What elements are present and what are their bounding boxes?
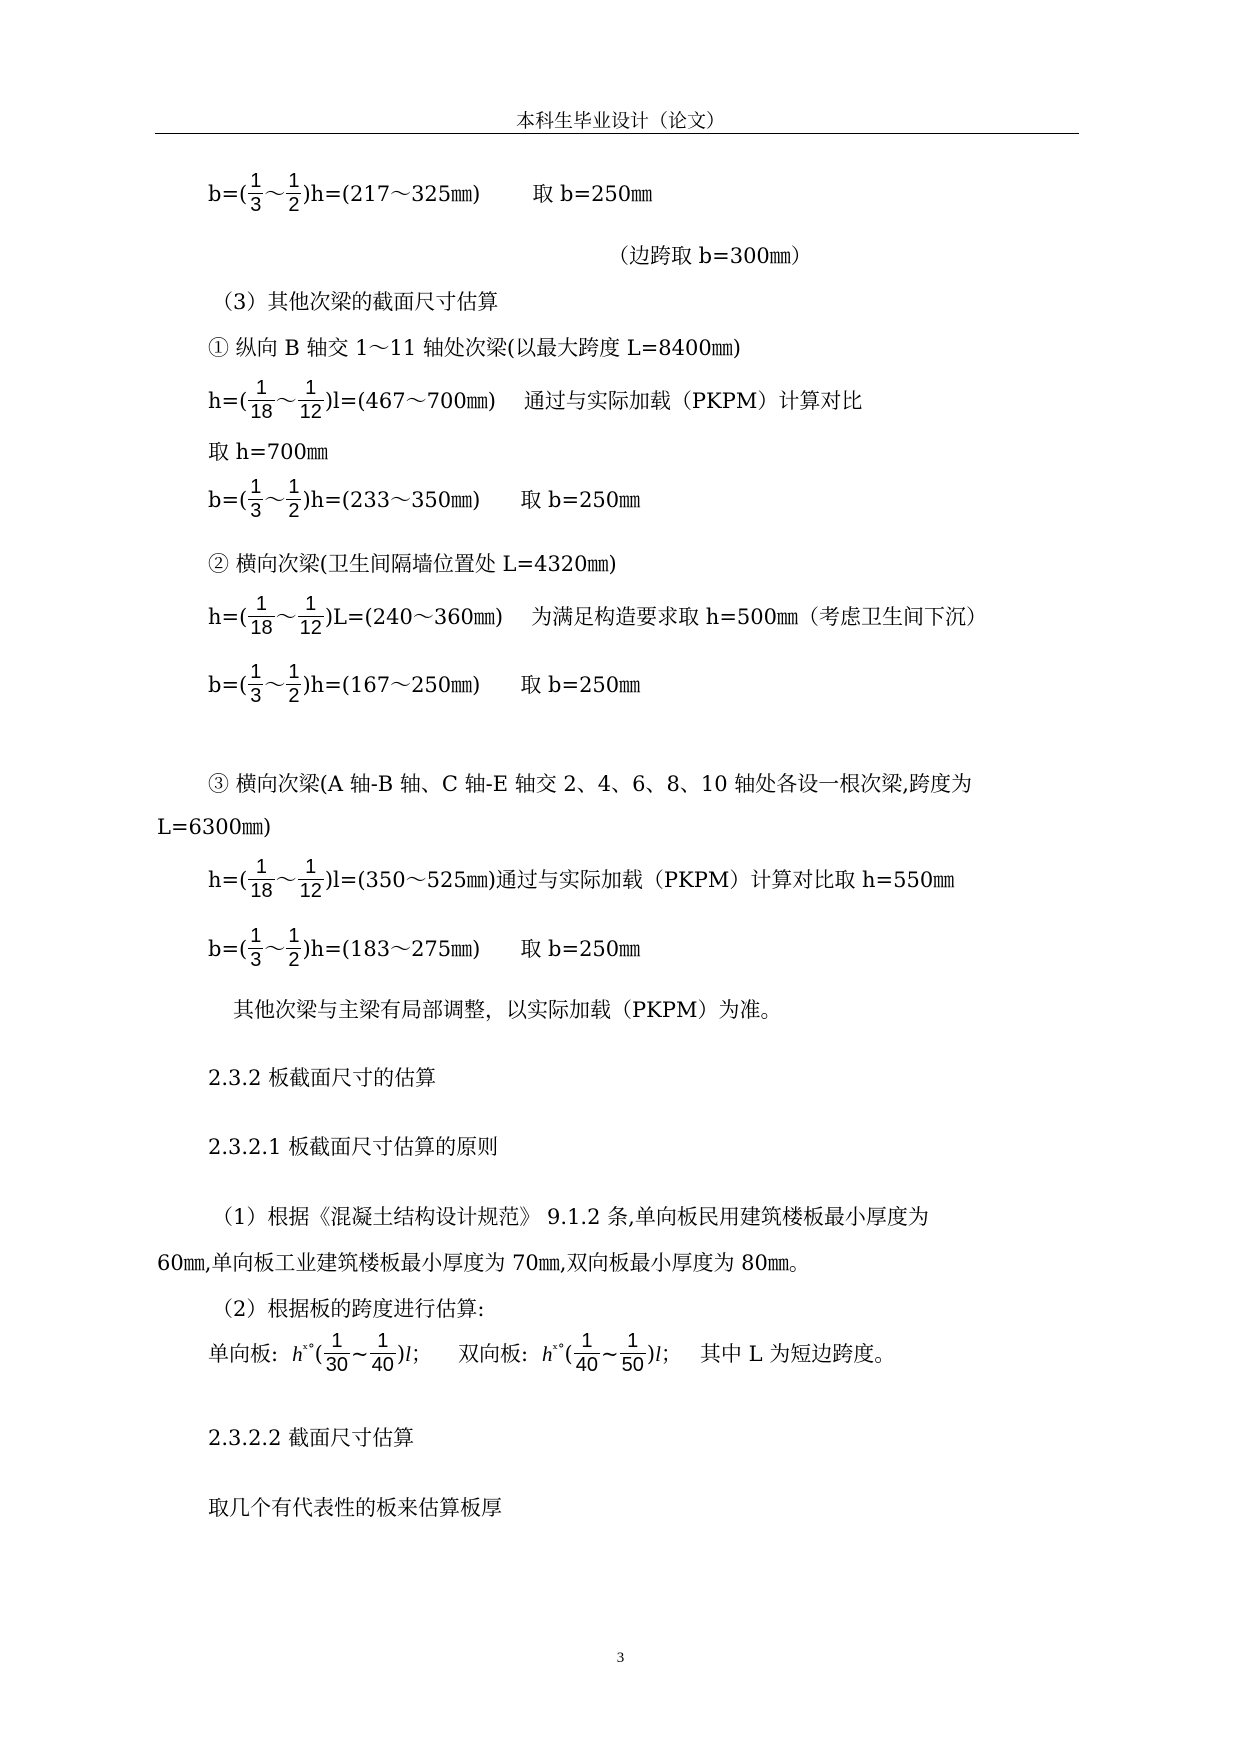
item-2-title: ② 横向次梁(卫生间隔墙位置处 L=4320㎜) [208,552,617,576]
fraction: $\frac{1}{3}$ [250,661,262,707]
representative-slabs-line: 取几个有代表性的板来估算板厚 [208,1496,502,1520]
fraction: $\frac{1}{12}$ [299,856,322,902]
fraction: $\frac{1}{2}$ [288,925,300,971]
equation-h-4: h=( $\frac{1}{18}$ ～ $\frac{1}{12}$ )L=(240～360㎜) 为满足构造要求取 h=500㎜（考虑卫生间下沉） [208,593,988,639]
fraction: $\frac{1}{18}$ [250,377,273,423]
fraction: $\frac{1}{3}$ [250,170,262,216]
section-heading-2-3-2-1: 2.3.2.1 板截面尺寸估算的原则 [208,1135,499,1159]
equation-b-7: b=( $\frac{1}{3}$ ～ $\frac{1}{2}$ )h=(183～275㎜) 取 b=250㎜ [208,925,641,971]
eq-note: 取 b=250㎜ [532,181,653,206]
other-beams-note: 其他次梁与主梁有局部调整，以实际加载（PKPM）为准。 [233,998,782,1022]
fraction: $\frac{1}{18}$ [250,856,273,902]
item-3-line-1: ③ 横向次梁(A 轴-B 轴、C 轴-E 轴交 2、4、6、8、10 轴处各设一根次梁,跨度为 [208,772,972,796]
fraction: $\frac{1}{2}$ [288,661,300,707]
fraction: $\frac{1}{2}$ [288,170,300,216]
paragraph-1-line-2: 60㎜,单向板工业建筑楼板最小厚度为 70㎜,双向板最小厚度为 80㎜。 [157,1251,810,1275]
slab-thickness-formulas: 单向板: h ˣ° ( $\frac{1}{30}$ ~ $\frac{1}{40}$ ) l ； 双向板: h ˣ° ( $\frac{1}{40}$ ~ $\frac{1}{50}$ ) l ； 其中 L 为短边跨度。 [208,1330,896,1376]
eq-prefix: b=( [208,181,248,206]
equation-b-3: b=( $\frac{1}{3}$ ～ $\frac{1}{2}$ )h=(233～350㎜) 取 b=250㎜ [208,476,641,522]
fraction: $\frac{1}{30}$ [325,1330,349,1376]
approx-symbol: ˣ° [302,1341,315,1357]
fraction: $\frac{1}{18}$ [250,593,273,639]
fraction: $\frac{1}{12}$ [299,593,322,639]
take-h-700: 取 h=700㎜ [208,440,328,464]
eq-suffix: )h=(217～325㎜) [302,181,481,206]
edge-span-note: （边跨取 b=300㎜） [608,244,812,268]
item-3-line-2: L=6300㎜) [157,815,272,839]
eq-note: 取 b=250㎜ [520,487,641,512]
header-rule [155,133,1079,134]
fraction: $\frac{1}{3}$ [250,476,262,522]
page-header: 本科生毕业设计（论文） [515,110,725,132]
short-span-note: 其中 L 为短边跨度。 [699,1341,896,1366]
section-heading-2-3-2: 2.3.2 板截面尺寸的估算 [208,1066,437,1090]
one-way-slab-label: 单向板: [208,1341,279,1366]
fraction: $\frac{1}{12}$ [299,377,322,423]
fraction: $\frac{1}{2}$ [288,476,300,522]
equation-h-2: h=( $\frac{1}{18}$ ～ $\frac{1}{12}$ )l=(467～700㎜) 通过与实际加载（PKPM）计算对比 [208,377,863,423]
paragraph-2: （2）根据板的跨度进行估算: [212,1297,485,1321]
eq-note: 取 b=250㎜ [520,672,641,697]
eq-note: 为满足构造要求取 h=500㎜（考虑卫生间下沉） [531,604,988,629]
fraction: $\frac{1}{40}$ [371,1330,394,1376]
page-number: 3 [616,1650,625,1666]
eq-note: 通过与实际加载（PKPM）计算对比 [523,388,863,413]
equation-h-6: h=( $\frac{1}{18}$ ～ $\frac{1}{12}$ )l=(350～525㎜)通过与实际加载（PKPM）计算对比取 h=550㎜ [208,856,955,902]
two-way-slab-label: 双向板: [457,1341,529,1366]
equation-b-1 [208,170,652,217]
fraction: $\frac{1}{50}$ [621,1330,644,1376]
item-1-title: ① 纵向 B 轴交 1～11 轴处次梁(以最大跨度 L=8400㎜) [208,336,741,360]
equation-b-5: b=( $\frac{1}{3}$ ～ $\frac{1}{2}$ )h=(167～250㎜) 取 b=250㎜ [208,661,641,707]
section-title-3: （3）其他次梁的截面尺寸估算 [212,290,499,314]
section-heading-2-3-2-2: 2.3.2.2 截面尺寸估算 [208,1426,415,1450]
fraction: $\frac{1}{40}$ [575,1330,598,1376]
tilde: ～ [264,181,286,206]
paragraph-1-line-1: （1）根据《混凝土结构设计规范》 9.1.2 条,单向板民用建筑楼板最小厚度为 [212,1205,929,1229]
fraction: $\frac{1}{3}$ [250,925,262,971]
eq-note: 取 b=250㎜ [520,936,641,961]
